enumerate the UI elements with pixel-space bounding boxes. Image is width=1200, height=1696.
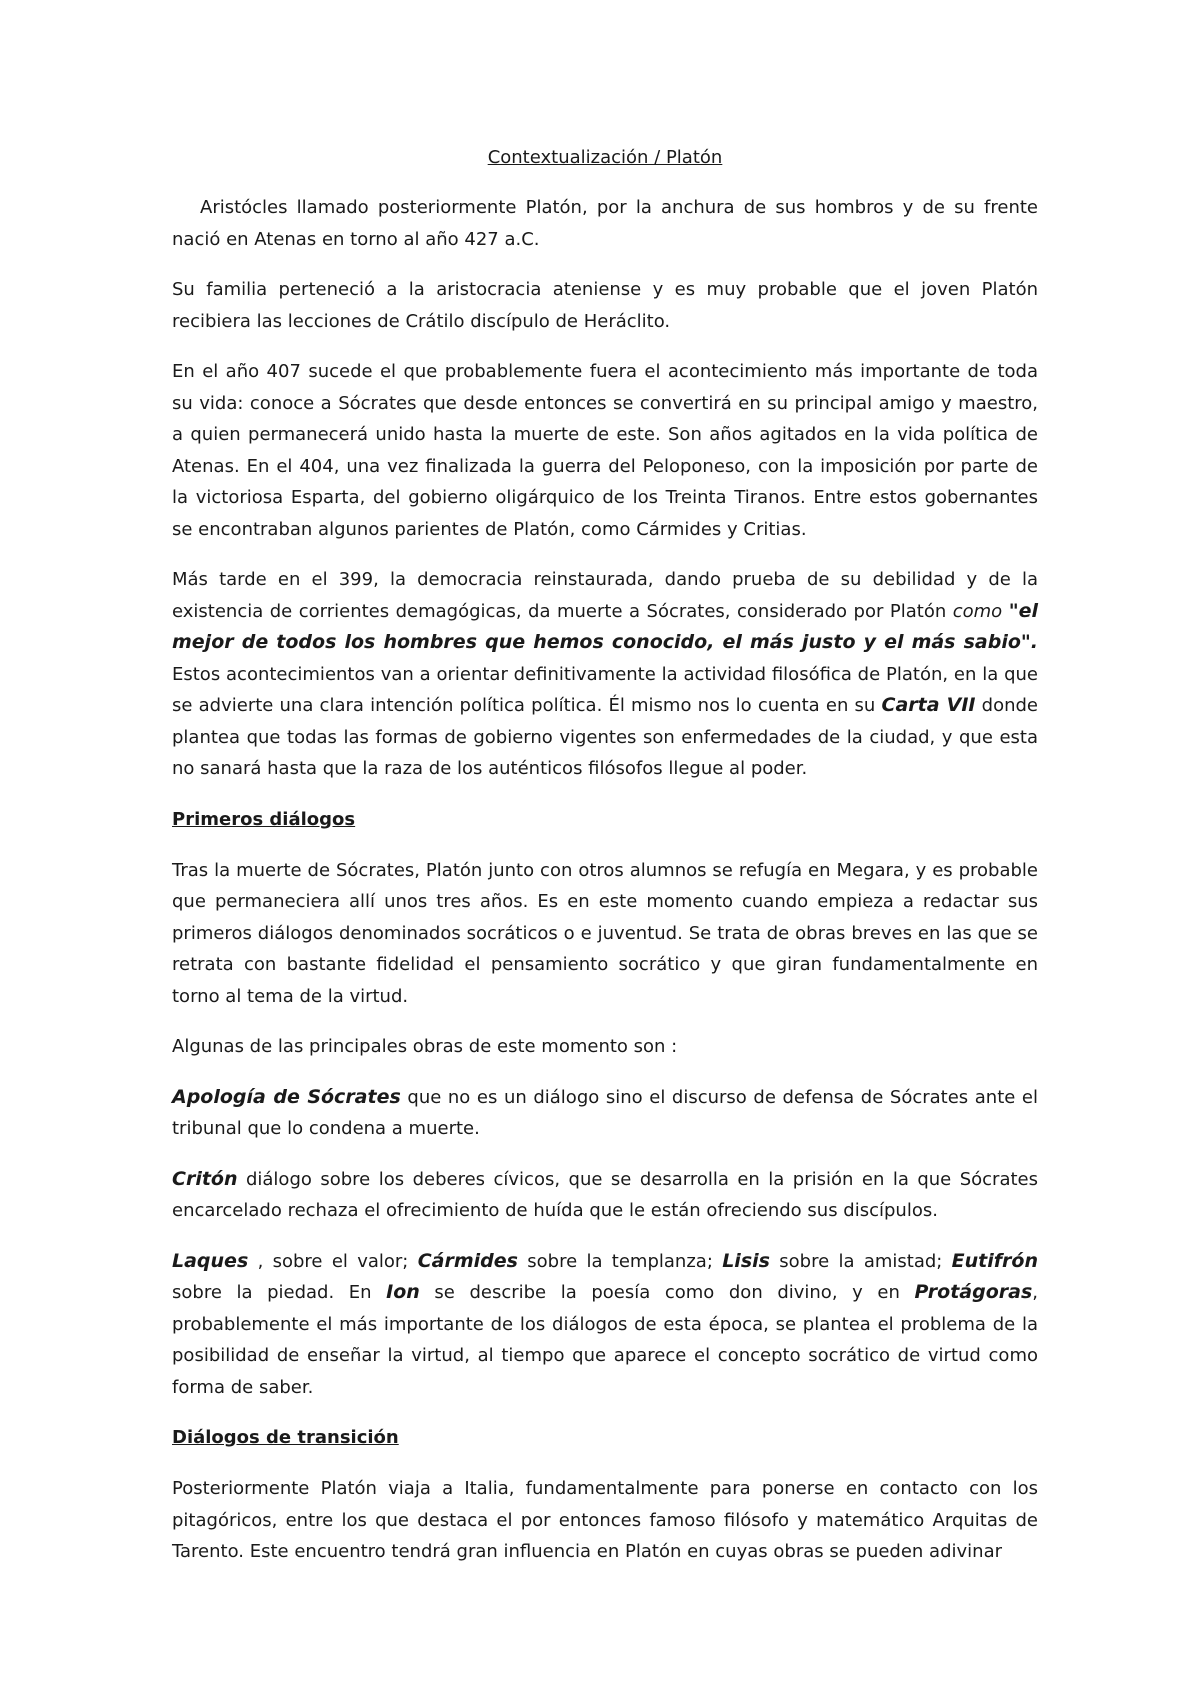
work-title-ion: Ion bbox=[386, 1281, 420, 1303]
text-run: sobre la amistad; bbox=[769, 1250, 952, 1272]
paragraph-megara: Tras la muerte de Sócrates, Platón junto con otros alumnos se refugía en Megara, y es probable que permaneciera allí unos tres años. Es en este momento cuando empieza a redactar sus primeros diálogos denominados socráticos o e juventud. Se trata de obras breves en las que se retrata con bastante fidelidad el pensamiento socrático y que giran fundamentalmente en torno al tema de la virtud. bbox=[172, 859, 1038, 1007]
quote-best-of-men: "el mejor de todos los hombres que hemos conocido, el más justo y el más sabio". bbox=[172, 599, 1038, 653]
text-run: diálogo sobre los deberes cívicos, que se desarrolla en la prisión en la que Sócrates encarcelado rechaza el ofrecimiento de huída que le están ofreciendo sus discípulos. bbox=[172, 1168, 1038, 1221]
work-title-carmides: Cármides bbox=[417, 1249, 518, 1272]
paragraph-socrates-death bbox=[172, 564, 1038, 785]
work-title-eutifron: Eutifrón bbox=[951, 1249, 1038, 1272]
work-title-protagoras: Protágoras bbox=[914, 1281, 1033, 1303]
section-heading-dialogos-transicion: Diálogos de transición bbox=[172, 1427, 399, 1448]
work-title-apologia: Apología de Sócrates bbox=[172, 1085, 401, 1108]
text-run-como: como bbox=[952, 600, 1009, 622]
text-run: , sobre el valor; bbox=[248, 1250, 418, 1272]
work-title-laques: Laques bbox=[172, 1249, 249, 1272]
paragraph-italy: Posteriormente Platón viaja a Italia, fundamentalmente para ponerse en contacto con los pitagóricos, entre los que destaca el por entonces famoso filósofo y matemático Arquitas de Tarento. Este encuentro tendrá gran influencia en Platón en cuyas obras se pueden adivinar bbox=[172, 1478, 1038, 1562]
paragraph-birth: Aristócles llamado posteriormente Platón, por la anchura de sus hombros y de su frente nació en Atenas en torno al año 427 a.C. bbox=[172, 197, 1038, 250]
paragraph-other-dialogues bbox=[172, 1246, 1038, 1404]
text-run: que no es un diálogo sino el discurso de defensa de Sócrates ante el tribunal que lo condena a muerte. bbox=[172, 1086, 1038, 1139]
work-title-carta-vii: Carta VII bbox=[881, 694, 976, 716]
text-run: sobre la piedad. En bbox=[172, 1282, 387, 1303]
text-run: , probablemente el más importante de los diálogos de esta época, se plantea el problema de la posibilidad de enseñar la virtud, al tiempo que aparece el concepto socrático de virtud como forma de saber. bbox=[172, 1282, 1038, 1398]
paragraph-works-intro: Algunas de las principales obras de este momento son : bbox=[172, 1036, 678, 1057]
paragraph-apologia bbox=[172, 1082, 1038, 1145]
paragraph-criton bbox=[172, 1164, 1038, 1227]
text-run: se describe la poesía como don divino, y en bbox=[419, 1282, 915, 1303]
document-title: Contextualización / Platón bbox=[487, 147, 723, 168]
work-title-lisis: Lisis bbox=[722, 1249, 770, 1272]
text-run: donde plantea que todas las formas de gobierno vigentes son enfermedades de la ciudad, y que esta no sanará hasta que la raza de los auténticos filósofos llegue al poder. bbox=[172, 695, 1039, 779]
work-title-criton: Critón bbox=[172, 1167, 238, 1190]
section-heading-primeros-dialogos: Primeros diálogos bbox=[172, 808, 356, 830]
paragraph-family: Su familia perteneció a la aristocracia ateniense y es muy probable que el joven Platón recibiera las lecciones de Crátilo discípulo de Heráclito. bbox=[172, 279, 1038, 332]
text-run: sobre la templanza; bbox=[517, 1250, 723, 1272]
text-run: Estos acontecimientos van a orientar definitivamente la actividad filosófica de Platón, en la que se advierte una clara intención política política. Él mismo nos lo cuenta en su bbox=[172, 663, 1038, 716]
paragraph-socrates-meeting: En el año 407 sucede el que probablemente fuera el acontecimiento más importante de toda su vida: conoce a Sócrates que desde entonces se convertirá en su principal amigo y maestro, a quien permanecerá unido hasta la muerte de este. Son años agitados en la vida política de Atenas. En el 404, una vez finalizada la guerra del Peloponeso, con la imposición por parte de la victoriosa Esparta, del gobierno oligárquico de los Treinta Tiranos. Entre estos gobernantes se encontraban algunos parientes de Platón, como Cármides y Critias. bbox=[172, 361, 1038, 540]
text-run: Más tarde en el 399, la democracia reinstaurada, dando prueba de su debilidad y de la existencia de corrientes demagógicas, da muerte a Sócrates, considerado por Platón bbox=[172, 569, 1038, 622]
